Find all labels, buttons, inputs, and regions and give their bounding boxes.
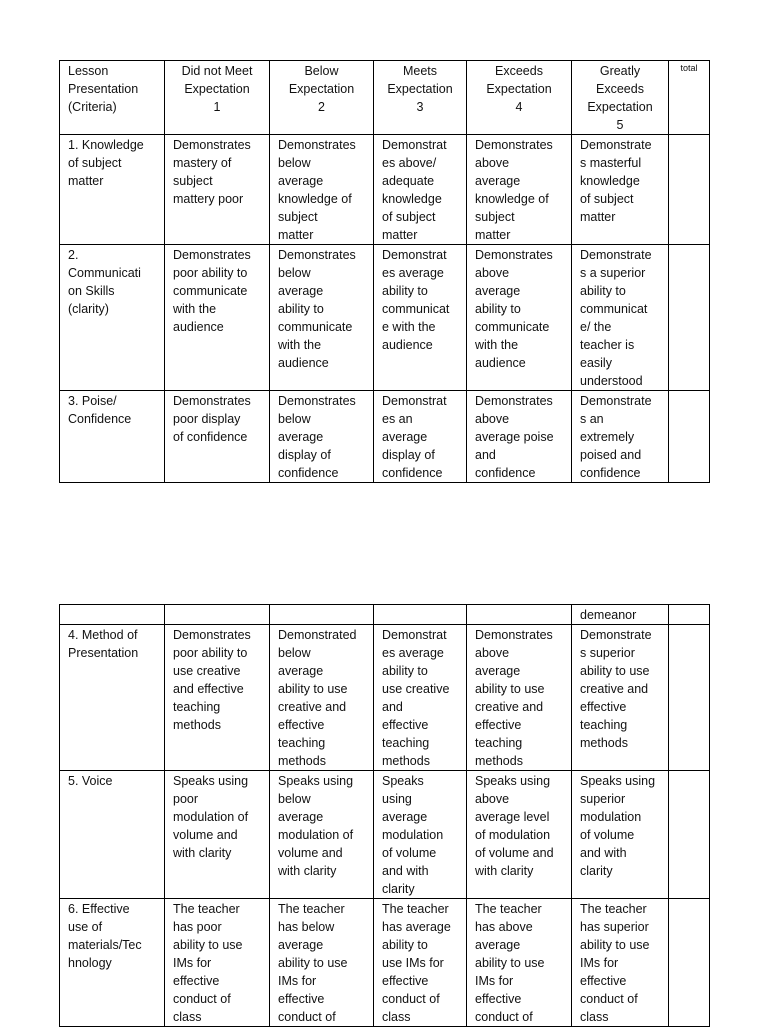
cell-criteria [60,625,165,771]
cell-text-line: below [278,792,311,806]
table-row [60,771,710,899]
cell-text-line: of confidence [173,430,248,444]
cell-text-line: confidence [580,466,641,480]
cell-text-line: hnology [68,956,112,970]
table-row [60,899,710,1027]
cell-text-line: effective [382,974,429,988]
cell-text-line: with clarity [475,864,534,878]
cell-text-line: on Skills [68,284,115,298]
cell-did-not-meet [165,771,270,899]
cell-text-line: IMs for [173,956,212,970]
cell-text-line: conduct of [580,992,638,1006]
cell-text-line: methods [580,736,628,750]
cell-text-line: knowledge of [475,192,549,206]
cell-exceeds [467,771,572,899]
rubric-table-1-body [60,61,710,483]
cell-text-line: clarity [382,882,415,896]
cell-text-line: above [475,412,510,426]
cell-text-line: Demonstrates [173,138,251,152]
table-row [60,245,710,391]
cell-text-line: modulation of [173,810,249,824]
cell-text-line: Demonstrates [173,248,251,262]
cell-text-line: methods [278,754,326,768]
cell-text-line: average [475,938,521,952]
cell-meets [374,899,467,1027]
cell-text-line: The teacher [580,902,647,916]
cell-text-line: 2 [318,100,325,114]
cell-text-line: communicate [173,284,248,298]
cell-text-line: effective [580,974,627,988]
cell-total [669,135,710,245]
cell-below [270,771,374,899]
cell-exceeds [467,135,572,245]
cell-text-line: Demonstrate [580,394,652,408]
cell-text-line: ability to use [173,938,243,952]
rubric-table-1 [59,60,710,483]
cell-text-line: mattery poor [173,192,244,206]
cell-text-line: Demonstrates [173,394,251,408]
cell-did-not-meet [165,625,270,771]
cell-text-line: use creative [382,682,450,696]
cell-text-line: The teacher [475,902,542,916]
cell-text-line: average [278,938,324,952]
cell-text-line: teaching [475,736,523,750]
table-header-row [60,61,710,135]
cell-text-line: display of [382,448,435,462]
cell-text-line: subject [173,174,213,188]
cell-total [669,899,710,1027]
cell-text-line: effective [382,718,429,732]
cell-criteria [60,391,165,483]
cell-exceeds [467,605,572,625]
cell-below [270,625,374,771]
cell-text-line: communicat [382,302,450,316]
cell-text-line: IMs for [580,956,619,970]
cell-text-line: average [278,430,324,444]
cell-text-line: Demonstrates [475,248,553,262]
cell-greatly-exceeds [572,771,669,899]
cell-text-line: ability to use [475,682,545,696]
rubric-table-2 [59,604,710,1027]
cell-text-line: 3. Poise/ [68,394,117,408]
cell-text-line: superior [580,792,626,806]
cell-text-line: average level [475,810,550,824]
cell-text-line: s a superior [580,266,646,280]
cell-text-line: modulation of [278,828,354,842]
cell-text-line: conduct of [173,992,231,1006]
cell-text-line: creative and [580,682,649,696]
table-row [60,135,710,245]
cell-text-line: of volume [382,846,437,860]
cell-text-line: (Criteria) [68,100,117,114]
cell-text-line: ability to use [278,682,348,696]
cell-text-line: s superior [580,646,635,660]
cell-text-line: poor ability to [173,646,248,660]
cell-below [270,605,374,625]
cell-did-not-meet [165,391,270,483]
cell-text-line: and with [382,864,429,878]
cell-text-line: poor display [173,412,241,426]
cell-text-line: and [475,448,496,462]
cell-text-line: poised and [580,448,642,462]
cell-criteria [60,899,165,1027]
cell-text-line: Speaks using [173,774,249,788]
cell-text-line: es average [382,266,444,280]
cell-text-line: Expectation [486,82,552,96]
cell-text-line: average [278,664,324,678]
cell-text-line: Presentation [68,82,139,96]
cell-text-line: confidence [382,466,443,480]
cell-text-line: Communicati [68,266,141,280]
cell-text-line: confidence [278,466,339,480]
cell-text-line: ability to use [580,938,650,952]
cell-text-line: 1. Knowledge [68,138,144,152]
cell-text-line: has above [475,920,533,934]
cell-text-line: with clarity [173,846,232,860]
header-cell-meets [374,61,467,135]
cell-text-line: Expectation [184,82,250,96]
cell-total [669,771,710,899]
cell-text-line: Expectation [587,100,653,114]
cell-text-line: subject [475,210,515,224]
cell-text-line: es an [382,412,413,426]
table-row [60,391,710,483]
cell-text-line: of volume [580,828,635,842]
cell-text-line: Speaks using [580,774,656,788]
cell-did-not-meet [165,245,270,391]
cell-text-line: effective [278,718,325,732]
cell-text-line: ability to [382,938,428,952]
cell-total [669,391,710,483]
cell-text-line: teaching [278,736,326,750]
cell-text-line: average [278,174,324,188]
cell-text-line: audience [278,356,329,370]
cell-text-line: 2. [68,248,79,262]
cell-text-line: modulation [382,828,444,842]
cell-text-line: Demonstrates [278,394,356,408]
cell-below [270,391,374,483]
cell-text-line: using [382,792,412,806]
cell-text-line: has superior [580,920,649,934]
cell-text-line: matter [382,228,418,242]
cell-text-line: of subject [580,192,634,206]
cell-text-line: matter [68,174,104,188]
cell-meets [374,245,467,391]
cell-text-line: IMs for [475,974,514,988]
cell-text-line: audience [475,356,526,370]
cell-text-line: knowledge [382,192,442,206]
header-cell-total [669,61,710,135]
cell-text-line: extremely [580,430,635,444]
cell-greatly-exceeds [572,605,669,625]
cell-text-line: above [475,646,510,660]
cell-exceeds [467,899,572,1027]
cell-text-line: has below [278,920,335,934]
header-cell-greatly-exceeds [572,61,669,135]
cell-text-line: use IMs for [382,956,444,970]
cell-text-line: Demonstrates [278,248,356,262]
cell-text-line: es average [382,646,444,660]
cell-text-line: methods [382,754,430,768]
cell-text-line: Below [304,64,339,78]
cell-text-line: Demonstrat [382,138,447,152]
cell-text-line: demeanor [580,608,637,622]
cell-text-line: 5. Voice [68,774,113,788]
cell-text-line: adequate [382,174,435,188]
cell-text-line: methods [475,754,523,768]
cell-text-line: 4 [515,100,523,114]
cell-did-not-meet [165,899,270,1027]
cell-text-line: Demonstrates [475,138,553,152]
cell-text-line: use of [68,920,103,934]
cell-greatly-exceeds [572,135,669,245]
cell-text-line: Demonstrat [382,628,447,642]
cell-text-line: with the [475,338,519,352]
cell-text-line: average [475,284,521,298]
cell-criteria [60,771,165,899]
cell-text-line: teacher is [580,338,635,352]
cell-text-line: with the [173,302,217,316]
cell-text-line: ability to use [278,956,348,970]
cell-text-line: Confidence [68,412,132,426]
header-cell-below [270,61,374,135]
cell-greatly-exceeds [572,899,669,1027]
cell-text-line: volume and [173,828,238,842]
cell-text-line: clarity [580,864,613,878]
cell-text-line: 3 [416,100,424,114]
cell-text-line: ability to use [475,956,545,970]
cell-text-line: The teacher [278,902,345,916]
cell-text-line: mastery of [173,156,232,170]
cell-text-line: e/ the [580,320,612,334]
cell-text-line: above [475,792,510,806]
cell-text-line: 1 [213,100,221,114]
cell-text-line: below [278,266,311,280]
cell-text-line: communicate [475,320,550,334]
cell-text-line: and [382,700,403,714]
cell-text-line: Speaks using [475,774,551,788]
cell-text-line: class [173,1010,202,1024]
cell-text-line: 5 [616,118,624,132]
cell-greatly-exceeds [572,391,669,483]
cell-text-line: average [278,810,324,824]
cell-text-line: poor [173,792,199,806]
cell-text-line: average [382,810,428,824]
cell-meets [374,605,467,625]
cell-text-line: Demonstrate [580,138,652,152]
cell-text-line: (clarity) [68,302,109,316]
cell-text-line: methods [173,718,221,732]
cell-text-line: and effective [173,682,244,696]
cell-text-line: Exceeds [596,82,644,96]
cell-exceeds [467,391,572,483]
cell-text-line: Presentation [68,646,139,660]
cell-text-line: s an [580,412,604,426]
cell-text-line: creative and [475,700,544,714]
cell-text-line: Lesson [68,64,109,78]
header-cell-criteria [60,61,165,135]
cell-text-line: above [475,156,510,170]
cell-exceeds [467,245,572,391]
cell-text-line: effective [173,974,220,988]
cell-total [669,625,710,771]
cell-text-line: of subject [68,156,122,170]
cell-greatly-exceeds [572,245,669,391]
cell-did-not-meet [165,135,270,245]
cell-text-line: communicate [278,320,353,334]
cell-text-line: with clarity [278,864,337,878]
cell-text-line: teaching [173,700,221,714]
cell-text-line: effective [580,700,627,714]
cell-text-line: matter [278,228,314,242]
cell-text-line: below [278,412,311,426]
cell-did-not-meet [165,605,270,625]
cell-text-line: materials/Tec [68,938,142,952]
cell-criteria [60,135,165,245]
cell-text-line: matter [475,228,511,242]
cell-text-line: of modulation [475,828,551,842]
cell-text-line: Demonstrate [580,248,652,262]
cell-text-line: class [580,1010,609,1024]
cell-meets [374,391,467,483]
cell-text-line: Demonstrated [278,628,357,642]
cell-below [270,245,374,391]
cell-text-line: volume and [278,846,343,860]
cell-text-line: effective [475,992,522,1006]
cell-text-line: effective [475,718,522,732]
cell-text-line: s masterful [580,156,642,170]
cell-text-line: above [475,266,510,280]
cell-text-line: class [382,1010,411,1024]
cell-text-line: understood [580,374,643,388]
cell-text-line: ability to use [580,664,650,678]
cell-text-line: Demonstrate [580,628,652,642]
cell-text-line: knowledge [580,174,640,188]
cell-text-line: of volume and [475,846,554,860]
cell-text-line: conduct of [278,1010,336,1024]
cell-text-line: matter [580,210,616,224]
cell-text-line: average [382,430,428,444]
cell-text-line: Greatly [599,64,641,78]
cell-meets [374,625,467,771]
cell-text-line: creative and [278,700,347,714]
cell-text-line: modulation [580,810,642,824]
cell-meets [374,135,467,245]
cell-text-line: average [475,664,521,678]
cell-text-line: ability to [475,302,521,316]
cell-text-line: Demonstrat [382,394,447,408]
cell-text-line: Demonstrates [278,138,356,152]
cell-text-line: average poise [475,430,554,444]
cell-text-line: Speaks using [278,774,354,788]
cell-text-line: ability to [580,284,626,298]
cell-exceeds [467,625,572,771]
cell-text-line: conduct of [475,1010,533,1024]
cell-text-line: Did not Meet [181,64,253,78]
cell-text-line: audience [173,320,224,334]
cell-text-line: conduct of [382,992,440,1006]
cell-text-line: total [680,63,698,73]
cell-criteria [60,245,165,391]
cell-below [270,135,374,245]
cell-text-line: Expectation [387,82,453,96]
rubric-table-2-body [60,605,710,1027]
table-row [60,625,710,771]
header-cell-exceeds [467,61,572,135]
cell-text-line: ability to [278,302,324,316]
table-row [60,605,710,625]
cell-text-line: 4. Method of [68,628,138,642]
cell-text-line: below [278,646,311,660]
cell-text-line: average [278,284,324,298]
cell-text-line: average [475,174,521,188]
cell-text-line: subject [278,210,318,224]
cell-text-line: The teacher [382,902,449,916]
cell-text-line: es above/ [382,156,437,170]
cell-text-line: below [278,156,311,170]
cell-text-line: Expectation [288,82,355,96]
cell-below [270,899,374,1027]
cell-text-line: Demonstrates [475,394,553,408]
cell-text-line: Demonstrates [173,628,251,642]
cell-text-line: use creative [173,664,241,678]
cell-text-line: Meets [402,64,438,78]
cell-text-line: has average [382,920,451,934]
cell-text-line: Speaks [382,774,424,788]
cell-text-line: ability to [382,664,428,678]
cell-text-line: Exceeds [495,64,543,78]
cell-text-line: with the [278,338,322,352]
cell-text-line: and with [580,846,627,860]
cell-text-line: of subject [382,210,436,224]
cell-text-line: poor ability to [173,266,248,280]
cell-text-line: effective [278,992,325,1006]
cell-text-line: audience [382,338,433,352]
cell-text-line: has poor [173,920,222,934]
cell-text-line: communicat [580,302,648,316]
cell-text-line: confidence [475,466,536,480]
cell-text-line: e with the [382,320,436,334]
cell-text-line: The teacher [173,902,240,916]
cell-text-line: teaching [382,736,430,750]
cell-text-line: teaching [580,718,628,732]
cell-greatly-exceeds [572,625,669,771]
cell-text-line: IMs for [278,974,317,988]
cell-meets [374,771,467,899]
cell-text-line: Demonstrat [382,248,447,262]
cell-total [669,245,710,391]
cell-text-line: easily [580,356,612,370]
cell-total [669,605,710,625]
cell-text-line: display of [278,448,331,462]
cell-criteria [60,605,165,625]
cell-text-line: 6. Effective [68,902,130,916]
header-cell-did-not-meet [165,61,270,135]
cell-text-line: ability to [382,284,428,298]
cell-text-line: knowledge of [278,192,352,206]
cell-text-line: Demonstrates [475,628,553,642]
